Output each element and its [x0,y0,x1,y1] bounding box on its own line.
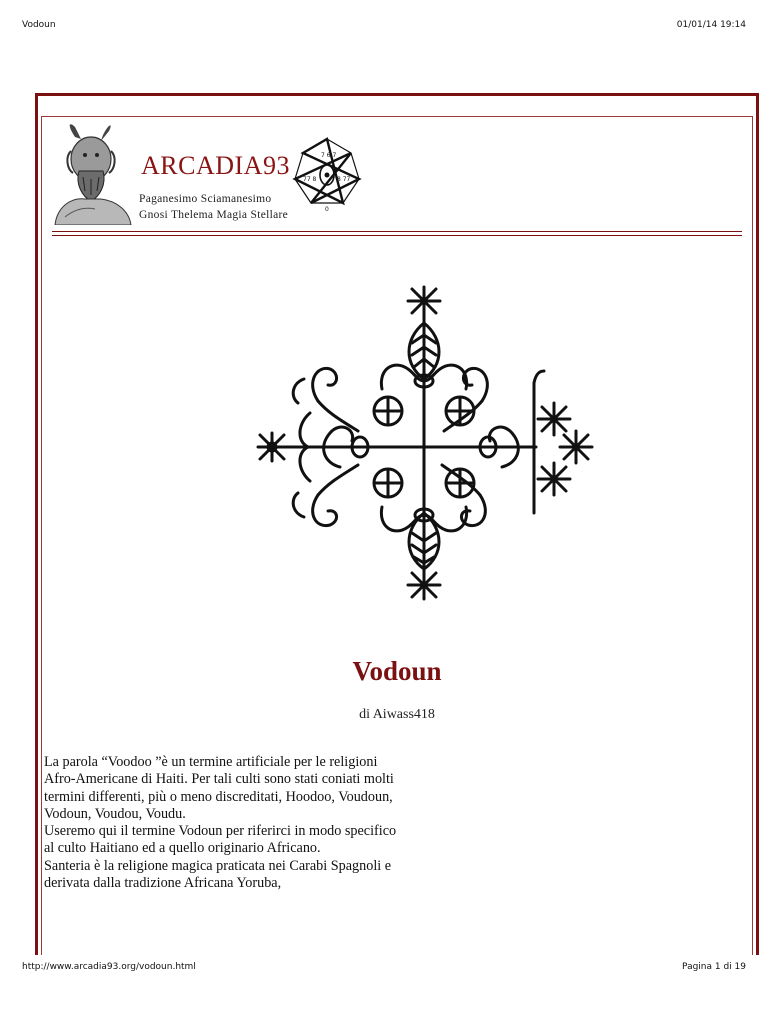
print-url: http://www.arcadia93.org/vodoun.html [22,962,196,972]
pan-bust-image [45,121,135,225]
print-header [22,20,746,30]
print-datetime: 01/01/14 19:14 [676,20,746,30]
content-area [41,116,753,955]
print-page-number: Pagina 1 di 19 [682,962,746,972]
print-page-title: Vodoun [22,20,56,30]
banner-divider [52,231,742,236]
emblem-text-left: 77 8 [303,176,317,183]
site-banner[interactable] [45,121,375,227]
veve-image [218,273,598,623]
page-frame [35,93,759,955]
svg-text:0: 0 [325,206,329,213]
paragraph: Santeria è la religione magica praticata nei Carabi Spagnoli e derivata dalla tradizione Africana Yoruba, [44,857,392,892]
emblem-text-right: 8 77 [337,176,351,183]
paragraph: La parola “Voodoo ”è un termine artificiale per le religioni Afro-Americane di Haiti. Per tali culti sono stati coniati molti termini differenti, più o meno discreditati, Hoodoo, Voudoun, Vodoun, Voudou, Voudu. [44,754,394,822]
emblem-text-top: 7 6 7 [321,152,337,159]
site-name: ARCADIA93 [141,151,290,180]
heptagram-emblem-icon [291,135,363,215]
site-tagline-2: Gnosi Thelema Magia Stellare [139,209,289,221]
veve-symbol [218,273,598,623]
site-tagline-1: Paganesimo Sciamanesimo [139,193,272,205]
article-title: Vodoun [352,656,442,686]
print-footer [22,962,746,972]
article-body [44,754,409,892]
paragraph: Useremo qui il termine Vodoun per riferirci in modo specifico al culto Haitiano ed a quello originario Africano. [44,823,397,857]
article-byline: di Aiwass418 [359,707,435,722]
